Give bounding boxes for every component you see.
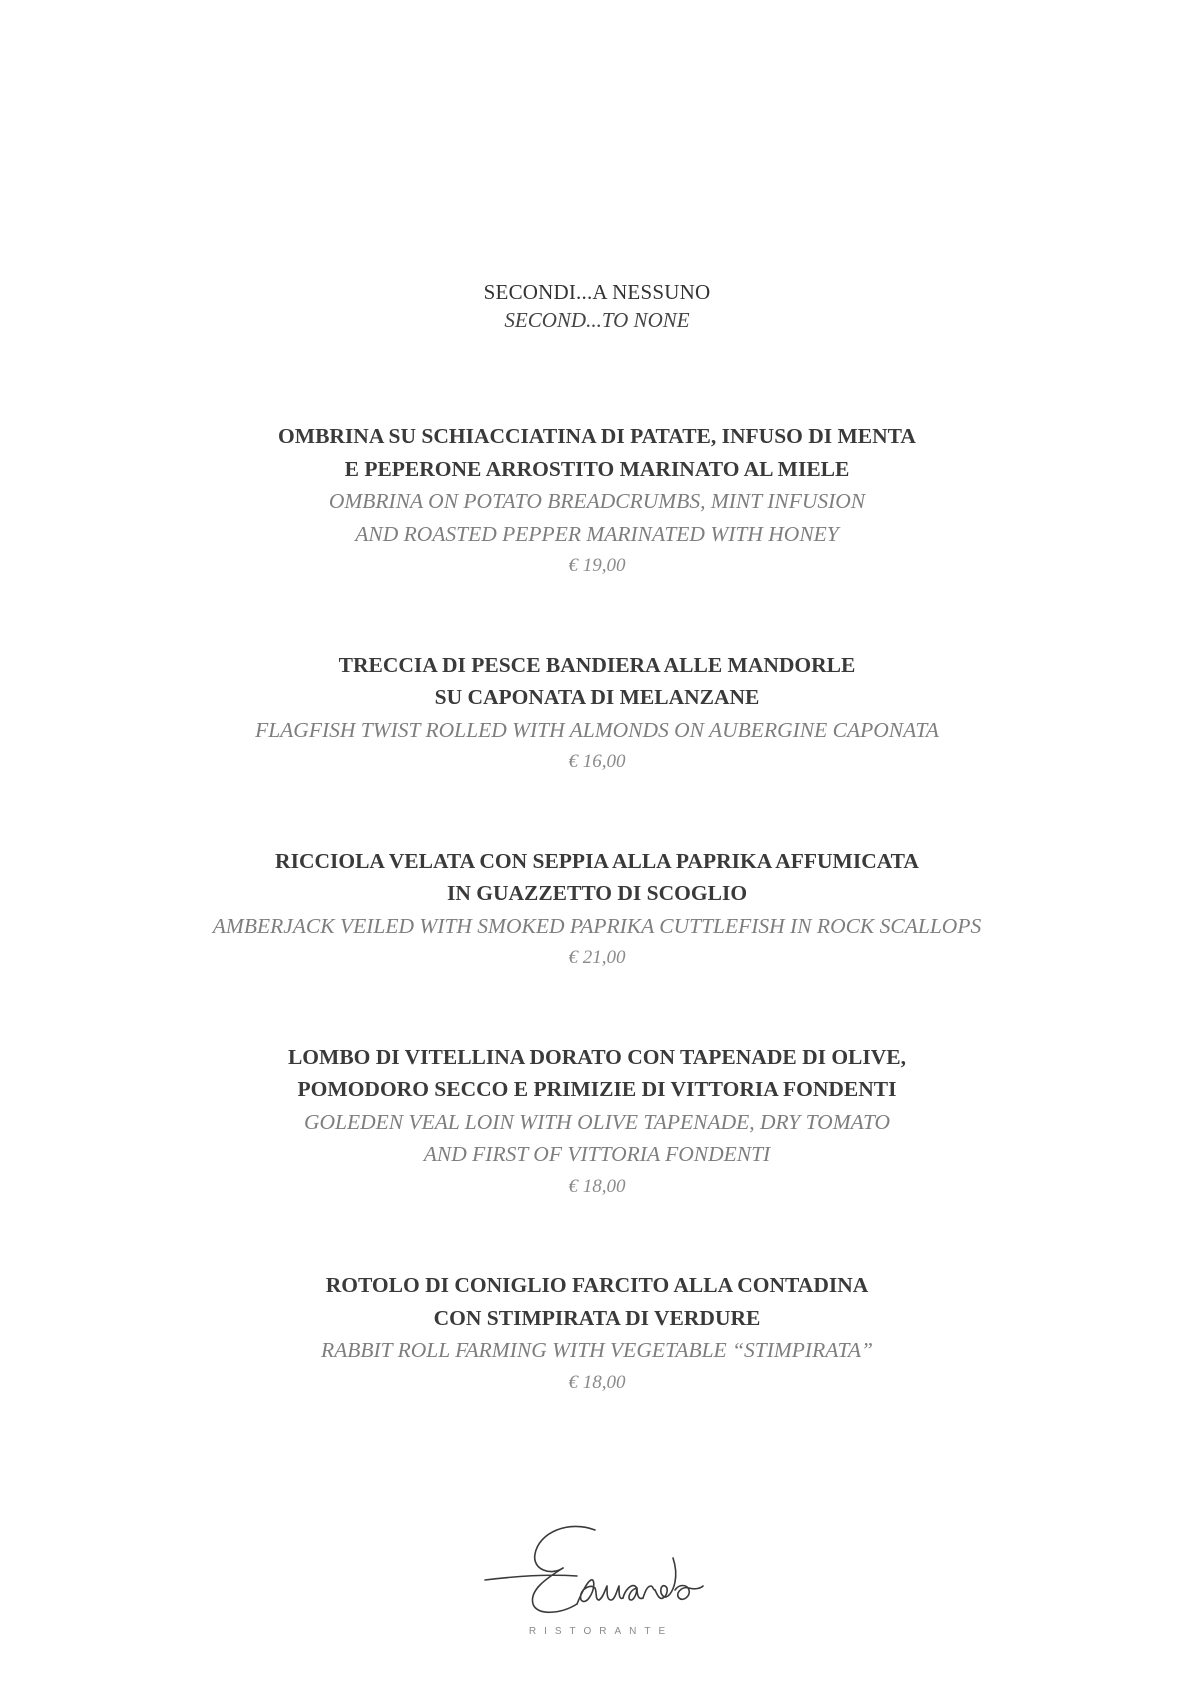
dish-name-it: TRECCIA DI PESCE BANDIERA ALLE MANDORLE bbox=[338, 652, 856, 677]
dish-name-en: RABBIT ROLL FARMING WITH VEGETABLE “STIMPIRATA” bbox=[320, 1338, 874, 1362]
section-title-it: SECONDI...A NESSUNO bbox=[483, 280, 711, 304]
dish-name-it: OMBRINA SU SCHIACCIATINA DI PATATE, INFUSO DI MENTA bbox=[278, 424, 916, 448]
signature-logo-icon bbox=[477, 1518, 717, 1622]
restaurant-logo bbox=[0, 1518, 1194, 1637]
dish-price: € 18,00 bbox=[568, 1175, 626, 1197]
dish-name-it: ROTOLO DI CONIGLIO FARCITO ALLA CONTADINA bbox=[325, 1273, 869, 1297]
dish-name-it: RICCIOLA VELATA CON SEPPIA ALLA PAPRIKA AFFUMICATA bbox=[275, 848, 919, 873]
dish-price: € 21,00 bbox=[568, 947, 626, 968]
dish-treccia bbox=[0, 649, 1194, 779]
dish-rotolo bbox=[0, 1269, 1194, 1399]
dish-name-it: IN GUAZZETTO DI SCOGLIO bbox=[446, 881, 748, 905]
dish-name-en: OMBRINA ON POTATO BREADCRUMBS, MINT INFUSION bbox=[328, 489, 866, 513]
dish-name-it: E PEPERONE ARROSTITO MARINATO AL MIELE bbox=[344, 456, 850, 481]
dish-lombo bbox=[0, 1041, 1194, 1204]
dish-name-en: GOLEDEN VEAL LOIN WITH OLIVE TAPENADE, DRY TOMATO bbox=[303, 1109, 891, 1134]
dish-name-en: AND FIRST OF VITTORIA FONDENTI bbox=[423, 1142, 771, 1166]
section-header bbox=[0, 278, 1194, 334]
dish-ricciola bbox=[0, 845, 1194, 975]
dish-name-it: CON STIMPIRATA DI VERDURE bbox=[433, 1305, 761, 1330]
section-title-en: SECOND...TO NONE bbox=[504, 308, 690, 332]
dish-name-it: LOMBO DI VITELLINA DORATO CON TAPENADE DI OLIVE, bbox=[287, 1044, 907, 1069]
dish-price: € 16,00 bbox=[568, 751, 626, 772]
dish-price: € 19,00 bbox=[568, 555, 626, 576]
logo-subtitle: RISTORANTE bbox=[528, 1626, 674, 1637]
dish-list bbox=[0, 420, 1194, 1465]
dish-price: € 18,00 bbox=[568, 1371, 626, 1393]
dish-ombrina bbox=[0, 420, 1194, 583]
dish-name-it: POMODORO SECCO E PRIMIZIE DI VITTORIA FONDENTI bbox=[297, 1077, 897, 1101]
dish-name-en: AND ROASTED PEPPER MARINATED WITH HONEY bbox=[355, 521, 839, 546]
dish-name-en: FLAGFISH TWIST ROLLED WITH ALMONDS ON AUBERGINE CAPONATA bbox=[255, 717, 939, 742]
dish-name-it: SU CAPONATA DI MELANZANE bbox=[434, 685, 760, 709]
dish-name-en: AMBERJACK VEILED WITH SMOKED PAPRIKA CUTTLEFISH IN ROCK SCALLOPS bbox=[212, 913, 982, 938]
